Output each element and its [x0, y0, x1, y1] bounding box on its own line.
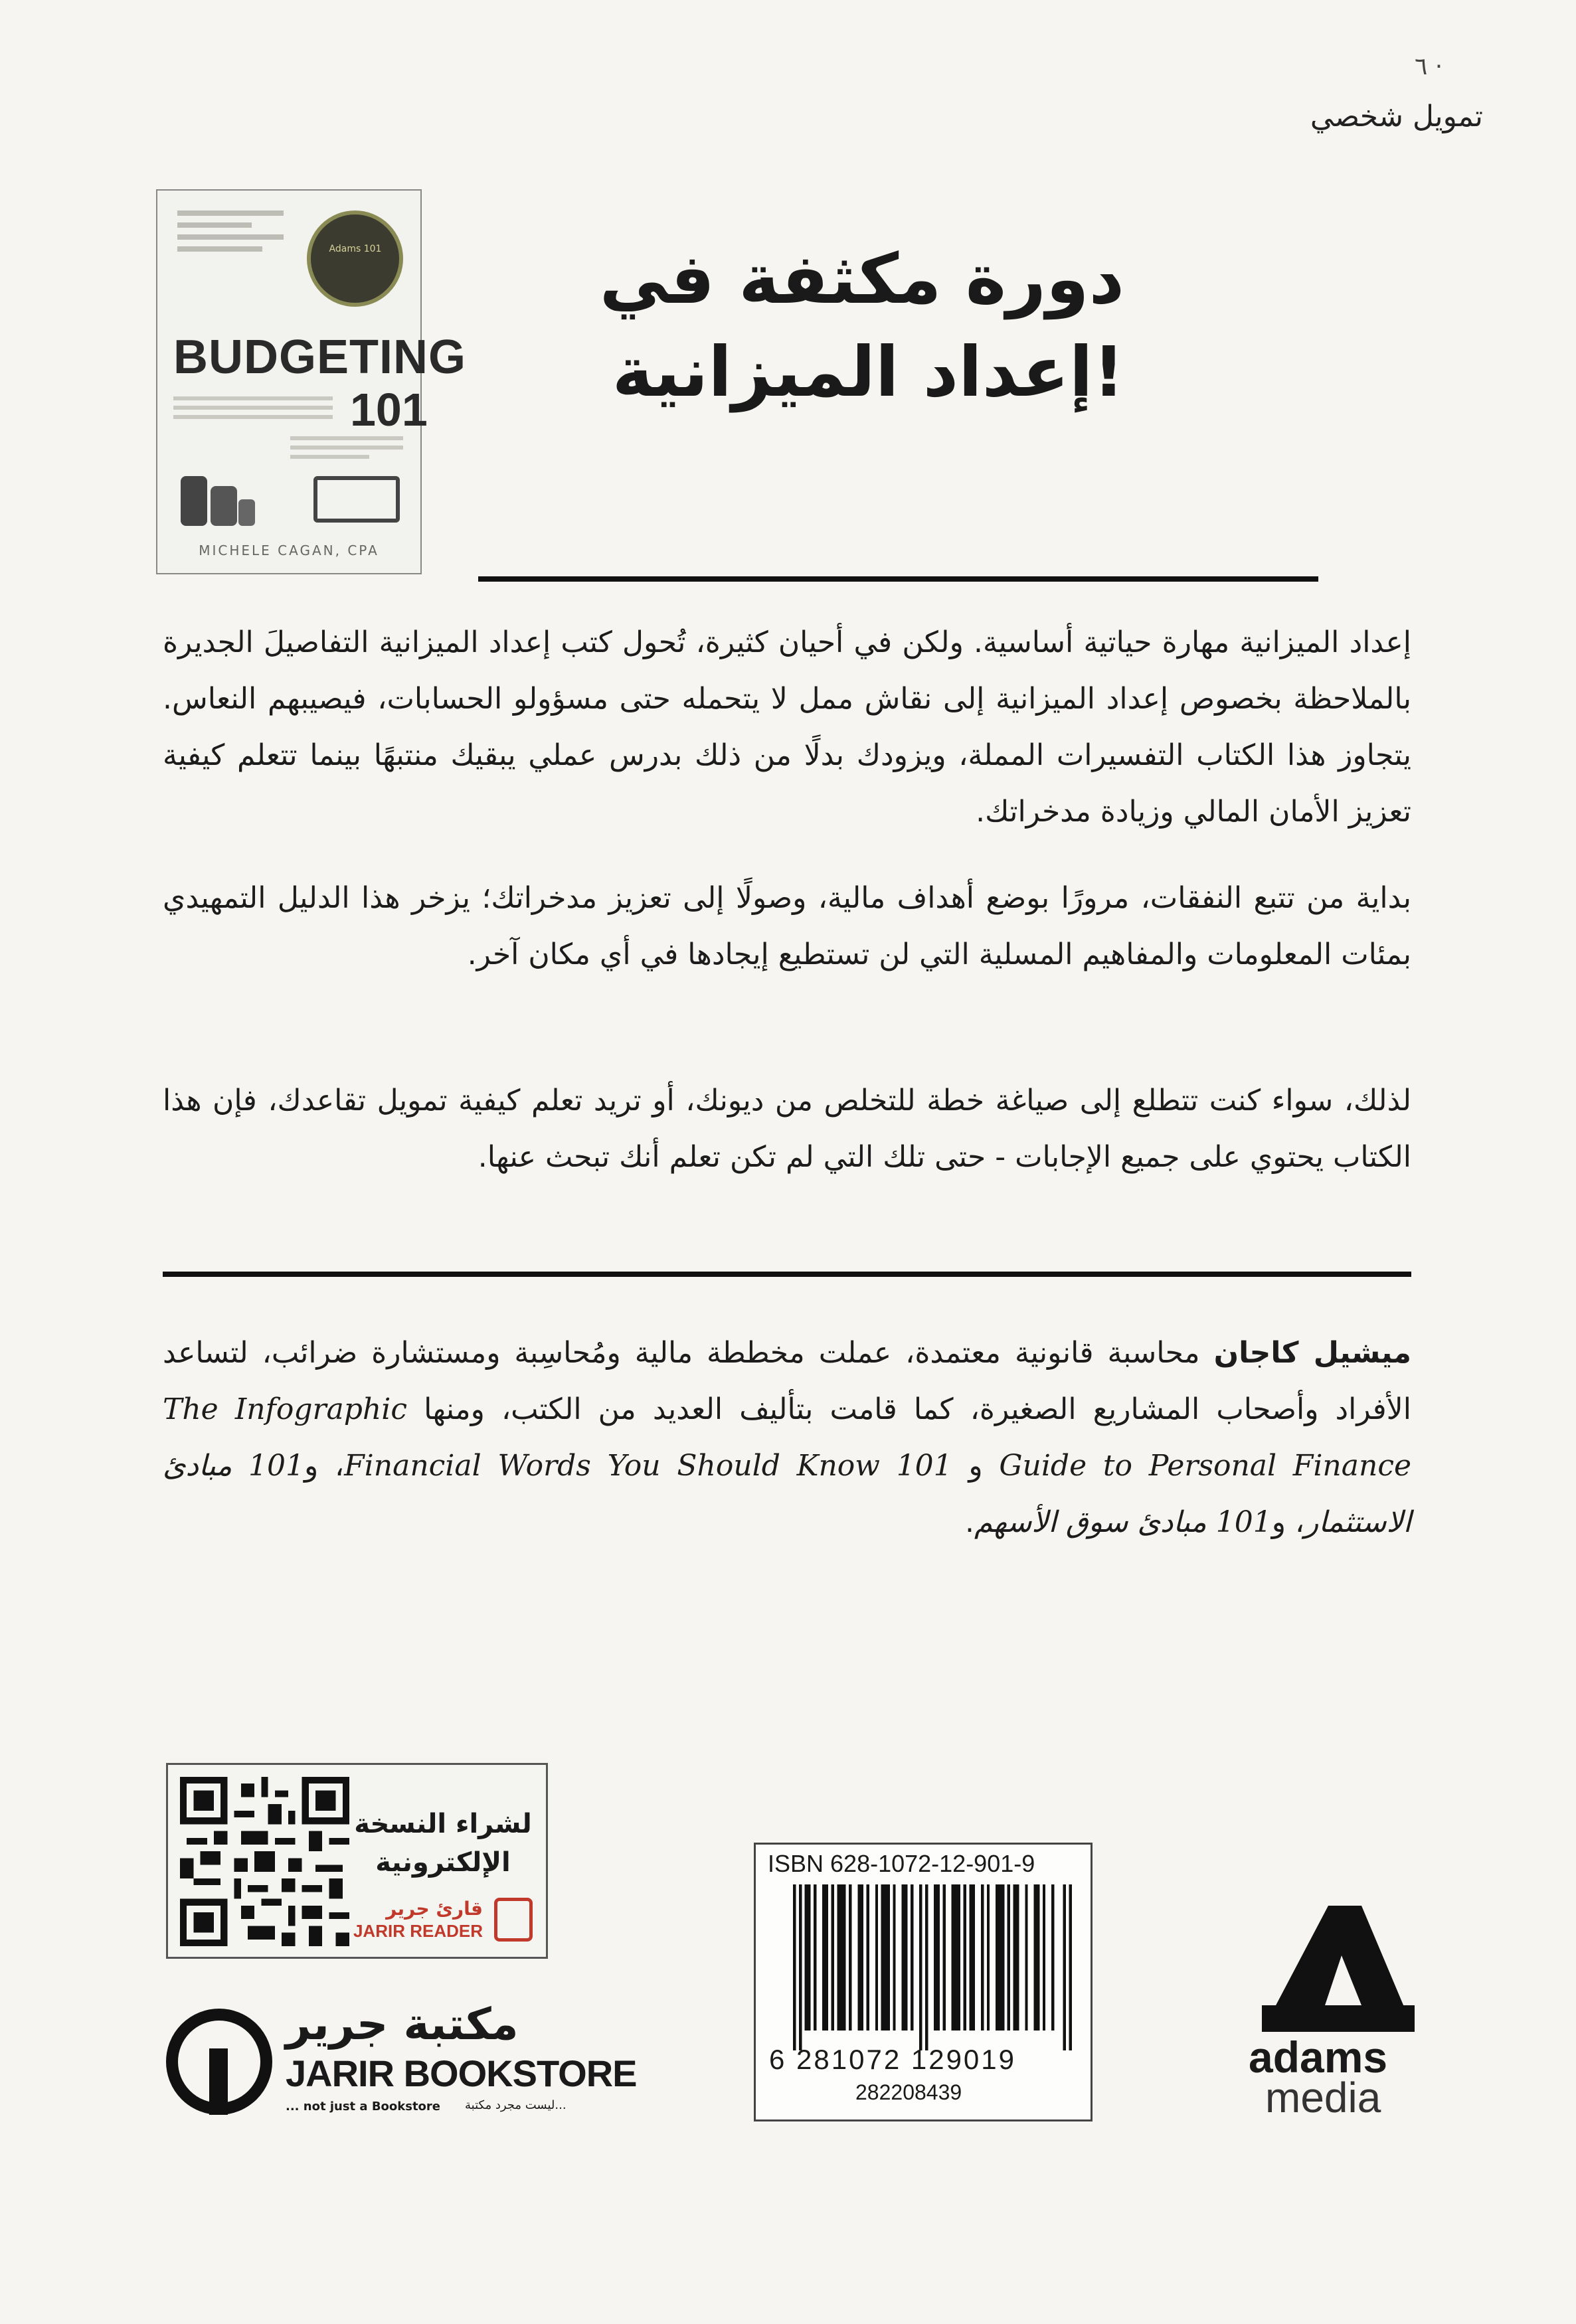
- book-title-2: 101 Financial Words You Should Know: [344, 1449, 952, 1483]
- book-title-1: The Infographic Guide to Personal Finance: [163, 1392, 1411, 1483]
- divider-top: [478, 576, 1318, 582]
- bio-end: .: [965, 1505, 974, 1539]
- jarir-name-english: JARIR BOOKSTORE: [286, 2052, 637, 2094]
- adams-media-logo-icon: [1262, 1906, 1415, 2032]
- thumb-text-lines: [290, 436, 403, 464]
- bio-and-3: ، و: [1271, 1505, 1305, 1539]
- headline-line-2: إعداد الميزانية!: [612, 331, 1124, 412]
- author-name: ميشيل كاجان: [1213, 1336, 1411, 1370]
- paragraph-1: إعداد الميزانية مهارة حياتية أساسية. ولكن في أحيان كثيرة، تُحول كتب إعداد الميزانية التفاصيلَ الجديرة بالملاحظة بخصوص إعداد الميزانية إلى نقاش ممل لا يتحمله حتى مسؤولو الحسابات، فيصيبهم النعاس. يتجاوز هذا الكتاب التفسيرات المملة، ويزودك بدلًا من ذلك بدرس عملي يبقيك منتبهًا بينما تتعلم كيفية تعزيز الأمان المالي وزيادة مدخراتك.: [163, 625, 1411, 829]
- book-title-3: 101 مبادئ الاستثمار: [163, 1449, 1411, 1539]
- corner-marks: ٦ ·: [1415, 53, 1443, 80]
- thumb-title: BUDGETING: [173, 331, 466, 384]
- ebook-purchase-box[interactable]: [166, 1763, 548, 1959]
- jarir-tagline: ... not just a Bookstore: [286, 2100, 441, 2114]
- publisher-name-adams: adams: [1249, 2033, 1388, 2082]
- divider-middle: [163, 1272, 1411, 1277]
- thumb-decoration: [177, 210, 284, 258]
- isbn-text: ISBN 628-1072-12-901-9: [768, 1850, 1035, 1877]
- headline-line-1: دورة مكثفة في: [599, 238, 1124, 319]
- category-label: تمويل شخصي: [1310, 100, 1483, 133]
- coins-icon: [177, 469, 257, 529]
- ebook-box-title: لشراء النسخة الإلكترونية: [354, 1809, 532, 1878]
- isbn-barcode-box: [754, 1843, 1093, 2121]
- publisher-name-media: media: [1265, 2074, 1381, 2121]
- book-cover-thumbnail: [156, 189, 466, 574]
- jarir-tagline-arabic: ليست مجرد مكتبة...: [465, 2098, 567, 2112]
- thumb-badge-icon: [307, 210, 403, 307]
- jarir-reader-arabic: قارئ جرير: [386, 1898, 483, 1920]
- barcode-internal-code: 282208439: [855, 2080, 962, 2104]
- jarir-reader-english: JARIR READER: [353, 1921, 483, 1941]
- thumb-subtitle-lines: [173, 396, 333, 424]
- bio-and-1: و: [952, 1449, 1000, 1483]
- bio-text: محاسبة قانونية معتمدة، عملت مخططة مالية ومُحاسِبة ومستشارة ضرائب، لتساعد الأفراد وأصحاب المشاريع الصغيرة، كما قامت بتأليف العديد من الكتب، ومنها: [163, 1336, 1411, 1426]
- thumb-number: 101: [350, 384, 428, 436]
- jarir-logo-bar: [209, 2048, 228, 2115]
- jarir-reader-book-icon: [494, 1898, 533, 1942]
- author-bio: [163, 1325, 1411, 1550]
- paragraph-3: لذلك، سواء كنت تتطلع إلى صياغة خطة للتخلص من ديونك، أو تريد تعلم كيفية تمويل تقاعدك، فإن هذا الكتاب يحتوي على جميع الإجابات - حتى تلك التي لم تكن تعلم أنك تبحث عنها.: [163, 1084, 1411, 1174]
- laptop-icon: [313, 476, 400, 523]
- thumb-author: MICHELE CAGAN, CPA: [199, 542, 379, 558]
- qr-code-icon[interactable]: [180, 1777, 349, 1946]
- bio-and-2: ، و: [304, 1449, 345, 1483]
- barcode-icon: [793, 1884, 1072, 2050]
- thumb-badge-text: Adams 101: [329, 244, 382, 254]
- barcode-digits: 6 281072 129019: [769, 2044, 1016, 2075]
- paragraph-2: بداية من تتبع النفقات، مرورًا بوضع أهداف مالية، وصولًا إلى تعزيز مدخراتك؛ يزخر هذا الدليل التمهيدي بمئات المعلومات والمفاهيم المسلية التي لن تستطيع إيجادها في أي مكان آخر.: [163, 881, 1411, 971]
- book-title-4: 101 مبادئ سوق الأسهم: [974, 1505, 1272, 1539]
- jarir-name-arabic: مكتبة جرير: [286, 1999, 519, 2050]
